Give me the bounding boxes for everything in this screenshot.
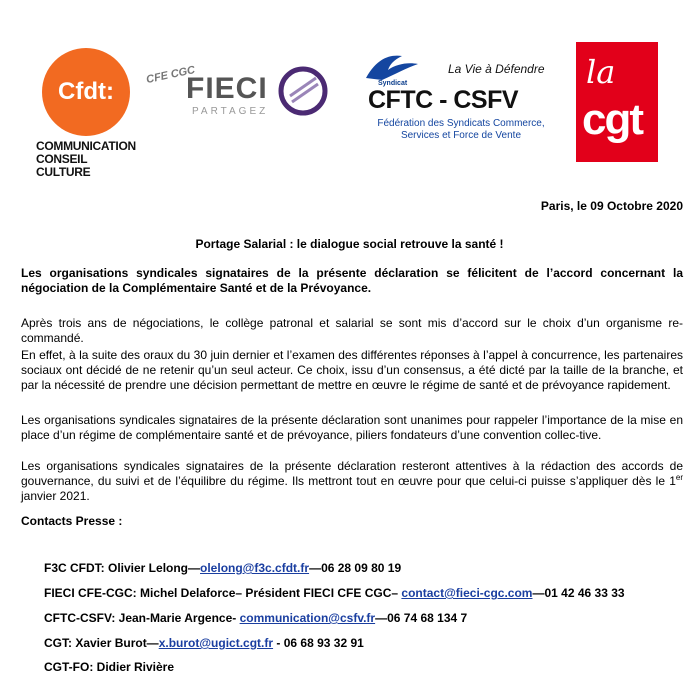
cfdt-logo-line2: CONSEIL CULTURE: [36, 152, 91, 179]
cfdt-logo: [36, 48, 136, 179]
contact-email-link[interactable]: olelong@f3c.cfdt.fr: [200, 561, 310, 575]
contacts-heading: Contacts Presse :: [21, 514, 123, 528]
fieci-tagline: PARTAGEZ: [192, 106, 269, 117]
document-date: Paris, le 09 Octobre 2020: [540, 199, 683, 213]
contact-line: [44, 561, 401, 575]
cftc-small-label: Syndicat: [378, 80, 408, 87]
cftc-federation: [376, 118, 546, 142]
logo-banner: [0, 0, 699, 180]
body-paragraph-4: [21, 459, 683, 504]
cgt-logo-bottom: cgt: [582, 95, 642, 144]
contact-line: [44, 660, 174, 674]
body-paragraph-1: Après trois ans de négociations, le collège patronal et salarial se sont mis d’accord sur le choix d’un organisme re-commandé.: [21, 316, 683, 345]
fieci-logo: [142, 56, 332, 126]
contact-line: [44, 586, 625, 600]
contact-email-link[interactable]: communication@csfv.fr: [239, 611, 376, 625]
body-paragraph-4-text: Les organisations syndicales signataires de la présente déclaration resteront attentives à la rédaction des accords de gouvernance, du suivi et de l’équilibre du régime. Ils mettront tout en œuvre pour que celui-ci puisse s’appliquer dès le 1: [21, 459, 683, 488]
cftc-motto: La Vie à Défendre: [448, 62, 545, 76]
cfdt-logo-line1: COMMUNICATION: [36, 139, 136, 153]
body-paragraph-4-superscript: er: [675, 473, 683, 482]
cgt-logo-top: la: [586, 53, 616, 91]
cfdt-logo-mark: Cfdt:: [42, 48, 130, 136]
dove-icon: [362, 50, 422, 84]
contact-line: [44, 636, 364, 650]
document-title: Portage Salarial : le dialogue social retrouve la santé !: [195, 237, 504, 251]
contact-name: FIECI CFE-CGC: Michel Delaforce– Président FIECI CFE CGC–: [44, 586, 402, 600]
contact-phone: —06 28 09 80 19: [309, 561, 402, 575]
contact-phone: —01 42 46 33 33: [532, 586, 625, 600]
contact-email-link[interactable]: x.burot@ugict.cgt.fr: [158, 636, 274, 650]
body-paragraph-3: Les organisations syndicales signataires de la présente déclaration sont unanimes pour rappeler l’importance de la mise en place d’un régime de complémentaire santé et de prévoyance, piliers fondateurs d’une convention collec-tive.: [21, 413, 683, 442]
fieci-name: FIECI: [186, 72, 268, 105]
cftc-name: CFTC - CSFV: [368, 86, 519, 114]
cftc-fed-line1: Fédération des Syndicats Commerce,: [377, 118, 545, 129]
contact-phone: —06 74 68 134 7: [375, 611, 468, 625]
body-paragraph-2: En effet, à la suite des oraux du 30 juin dernier et l’examen des différentes réponses à l’appel à concurrence, les partenaires sociaux ont décidé de ne retenir qu’un seul acteur. Ce choix, issu d’un consensus, a été dicté par la taille de la branche, et par la nécessité de prendre une décision permettant de mettre en œuvre le régime de santé et de prévoyance rapidement.: [21, 348, 683, 392]
cgt-logo: [576, 42, 658, 162]
contact-name: CGT-FO: Didier Rivière: [44, 660, 175, 674]
contact-name: F3C CFDT: Olivier Lelong—: [44, 561, 201, 575]
fieci-ring-icon: [276, 64, 330, 118]
contact-line: [44, 611, 467, 625]
intro-paragraph: Les organisations syndicales signataires de la présente déclaration se félicitent de l’accord concernant la négociation de la Complémentaire Santé et de la Prévoyance.: [21, 266, 683, 295]
contact-email-link[interactable]: contact@fieci-cgc.com: [401, 586, 533, 600]
contact-phone: - 06 68 93 32 91: [273, 636, 364, 650]
body-paragraph-4-end: janvier 2021.: [21, 489, 90, 503]
contact-name: CGT: Xavier Burot—: [44, 636, 159, 650]
cftc-logo: [360, 48, 560, 141]
fieci-prefix: CFE CGC: [145, 63, 197, 87]
cftc-fed-line2: Services et Force de Vente: [400, 130, 522, 141]
contact-name: CFTC-CSFV: Jean-Marie Argence-: [44, 611, 240, 625]
